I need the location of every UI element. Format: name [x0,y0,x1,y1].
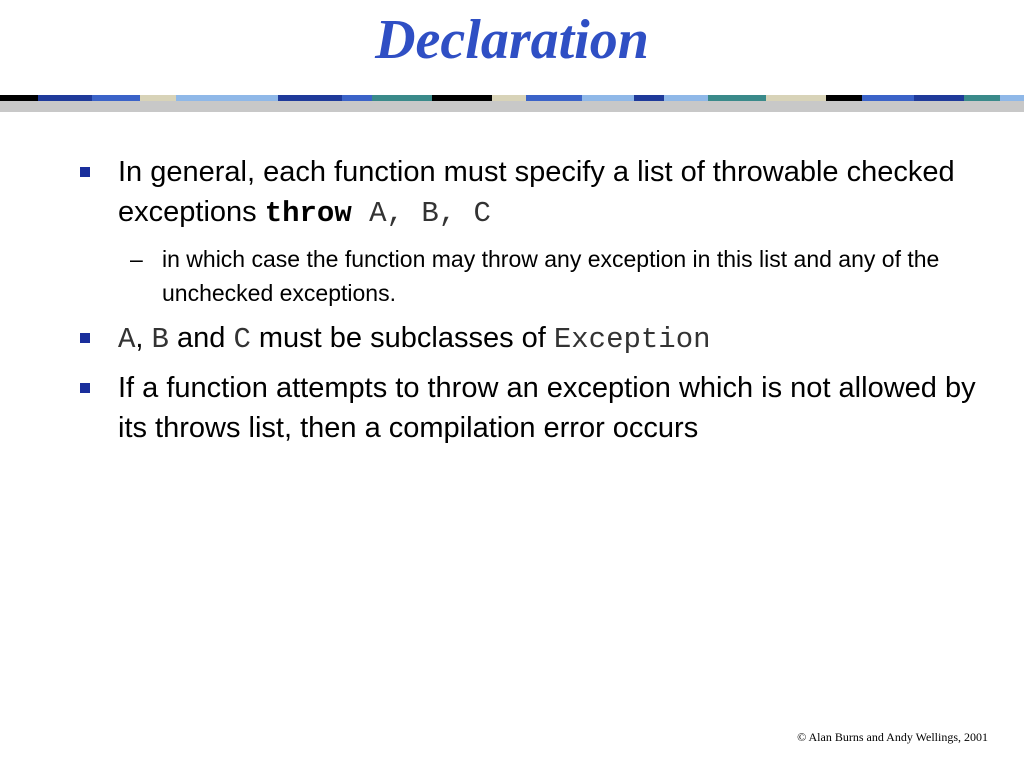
stripe-segment [492,95,526,101]
code-text: B [151,323,169,356]
code-text: A, B, C [351,197,491,230]
stripe-segment [372,95,432,101]
code-keyword: throw [264,197,352,230]
bullet-item [80,318,980,360]
bullet-text: If a function attempts to throw an exception which is not allowed by its throws list, then a compilation error occurs [118,372,976,444]
stripe-segment [92,95,140,101]
bullet-text: and [168,322,234,354]
code-text: A [118,323,136,356]
square-bullet-icon [80,333,90,343]
square-bullet-icon [80,383,90,393]
bullet-text: , [135,322,152,354]
sub-bullet-item [80,242,980,310]
stripe-segment [964,95,1000,101]
slide-title: Declaration [375,9,649,71]
code-text: Exception [553,323,711,356]
bullet-text: must be subclasses of [250,322,554,354]
bullet-text: In general, each function must specify a list of throwable checked exceptions [118,156,955,228]
stripe-segment [38,95,92,101]
stripe-segment [766,95,826,101]
decorative-title-bar [0,84,1024,114]
stripe-segment [582,95,634,101]
stripe-segment [664,95,708,101]
code-text: C [233,323,251,356]
dash-icon: – [130,246,143,272]
copyright-footer: © Alan Burns and Andy Wellings, 2001 [797,730,988,744]
stripe-segment [914,95,964,101]
stripe-segment [342,95,372,101]
stripe-segment [176,95,278,101]
stripe-segment [0,95,38,101]
slide-body [80,152,980,456]
stripe-segment [862,95,914,101]
stripe-segment [1000,95,1024,101]
bullet-item [80,368,980,448]
bullet-item [80,152,980,234]
stripe-segment [526,95,582,101]
stripe-segment [140,95,176,101]
square-bullet-icon [80,167,90,177]
stripe-segment [634,95,664,101]
stripe-segment [708,95,766,101]
stripe-segment [826,95,862,101]
stripe-segment [278,95,342,101]
sub-bullet-text: in which case the function may throw any exception in this list and any of the unchecked exceptions. [162,246,940,306]
stripe-segment [432,95,492,101]
